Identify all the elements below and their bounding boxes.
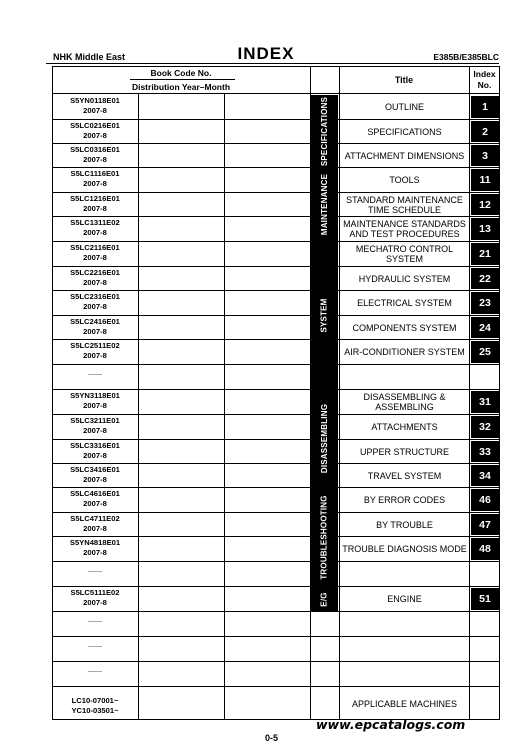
column-divider [138, 94, 139, 720]
code-number: S5LC1216E01 [70, 194, 120, 203]
section-label-text: DISASSEMBLING [320, 403, 329, 474]
book-code [52, 268, 138, 287]
code-number: S5LC2416E01 [70, 317, 120, 326]
index-number: 51 [471, 588, 499, 610]
entry-title: STANDARD MAINTENANCE TIME SCHEDULE [346, 194, 463, 215]
index-number: 33 [471, 441, 499, 462]
section-label [311, 390, 338, 487]
code-date: 2007-8 [83, 178, 107, 188]
index-number: 46 [471, 489, 499, 511]
code-number: S5LC1116E01 [70, 169, 120, 178]
section-label-text: TROUBLESHOOTING [320, 494, 329, 580]
index-number: 31 [471, 391, 499, 413]
section-label-text: E/G [319, 591, 329, 607]
book-code [52, 391, 138, 410]
entry-title: HYDRAULIC SYSTEM [358, 273, 451, 284]
code-date: 2007-8 [83, 154, 107, 164]
index-number: 1 [471, 96, 499, 118]
row-divider [52, 661, 500, 662]
index-number: 47 [471, 514, 499, 535]
code-date: 2007-8 [83, 523, 107, 533]
code-number: S5LC3316E01 [70, 441, 120, 450]
index-number: 12 [471, 194, 499, 215]
code-date: 2007-8 [83, 326, 107, 336]
entry-title: SPECIFICATIONS [367, 126, 442, 137]
entry-title: TOOLS [389, 175, 420, 185]
index-number: 3 [471, 145, 499, 166]
row-divider [52, 561, 500, 562]
entry-title: ATTACHMENTS [371, 422, 438, 432]
book-code [52, 416, 138, 435]
book-code [52, 696, 138, 715]
book-code [52, 121, 138, 140]
book-code [52, 292, 138, 311]
page-title: INDEX [237, 44, 295, 63]
distribution-header: Distribution Year–Month [131, 82, 231, 92]
index-number: 2 [471, 121, 499, 142]
index-header-line1: Index [473, 69, 496, 79]
book-code [52, 514, 138, 533]
empty-row-dash: —— [88, 370, 102, 378]
page-header [0, 0, 532, 66]
code-number: S5LC3211E01 [70, 416, 120, 425]
section-label [311, 587, 338, 611]
entry-title: TROUBLE DIAGNOSIS MODE [342, 544, 467, 554]
entry-title: OUTLINE [384, 102, 424, 112]
index-number: 48 [471, 538, 499, 560]
code-number: S5YN3118E01 [70, 391, 120, 400]
code-number: S5LC2316E01 [70, 292, 120, 301]
row-divider [52, 364, 500, 365]
book-code [52, 588, 138, 607]
entry-title: COMPONENTS SYSTEM [352, 322, 457, 333]
index-number: 11 [471, 169, 499, 191]
code-number: S5LC2116E01 [70, 243, 120, 252]
entry-title: MAINTENANCE STANDARDS AND TEST PROCEDURES [343, 219, 466, 239]
book-code [52, 145, 138, 164]
index-number: 25 [471, 341, 499, 363]
section-label-text: SPECIFICATIONS [320, 96, 330, 166]
code-date: 2007-8 [83, 130, 107, 140]
section-label-text: SYSTEM [320, 298, 330, 333]
code-date: 2007-8 [83, 203, 107, 213]
company-name: NHK Middle East [53, 52, 126, 62]
code-date: 2007-8 [83, 597, 107, 607]
index-number: 34 [471, 465, 499, 486]
page-number: 0-5 [265, 733, 279, 743]
book-code [52, 317, 138, 336]
index-header-line2: No. [477, 80, 492, 90]
book-code [52, 538, 138, 557]
book-code [52, 218, 138, 237]
index-number: 22 [471, 268, 499, 289]
header-divider [52, 93, 500, 94]
code-number: LC10-07001~ [71, 696, 119, 705]
section-label [311, 488, 338, 586]
empty-row-dash: —— [88, 617, 102, 625]
model-number: E385B/E385BLC [433, 52, 499, 62]
section-label [311, 168, 338, 241]
book-code [52, 341, 138, 360]
code-number: S5LC4616E01 [70, 489, 120, 498]
empty-row-dash: —— [88, 642, 102, 650]
entry-title: UPPER STRUCTURE [359, 446, 449, 457]
entry-title: MECHATRO CONTROL SYSTEM [355, 244, 454, 264]
column-divider [224, 94, 225, 720]
book-code [52, 96, 138, 115]
book-code [52, 465, 138, 484]
code-number: S5YN4818E01 [69, 538, 121, 547]
code-number: S5LC0216E01 [70, 121, 120, 130]
code-date: 2007-8 [83, 498, 107, 508]
row-divider [52, 636, 500, 637]
section-label [311, 95, 338, 167]
entry-title: TRAVEL SYSTEM [367, 470, 442, 481]
code-date: YC10-03501~ [71, 705, 119, 715]
code-date: 2007-8 [83, 227, 107, 237]
empty-row-dash: —— [88, 567, 102, 575]
index-number: 23 [471, 292, 499, 314]
watermark: www.epcatalogs.com [316, 717, 466, 732]
code-date: 2007-8 [83, 450, 107, 460]
book-code [52, 489, 138, 508]
code-date: 2007-8 [83, 105, 107, 115]
code-number: S5LC5111E02 [70, 588, 120, 597]
index-table [52, 66, 500, 720]
index-number: 32 [471, 416, 499, 438]
code-number: S5LC0316E01 [70, 145, 120, 154]
book-code [52, 441, 138, 460]
code-date: 2007-8 [83, 425, 107, 435]
index-number: 21 [471, 243, 499, 265]
code-date: 2007-8 [83, 277, 107, 287]
code-date: 2007-8 [83, 400, 107, 410]
entry-title: ELECTRICAL SYSTEM [357, 298, 452, 308]
code-date: 2007-8 [83, 301, 107, 311]
index-number: 24 [471, 317, 499, 338]
entry-title: AIR-CONDITIONER SYSTEM [344, 347, 465, 357]
column-divider [469, 66, 470, 720]
index-number: 13 [471, 218, 499, 240]
book-code [52, 169, 138, 188]
section-label-text: MAINTENANCE [320, 173, 329, 236]
book-code-header: Book Code No. [150, 68, 212, 78]
header-rule [46, 63, 499, 64]
code-date: 2007-8 [83, 350, 107, 360]
code-number: S5LC2216E01 [70, 268, 120, 277]
code-number: S5LC2511E02 [70, 341, 120, 350]
title-header: Title [394, 75, 414, 85]
code-number: S5LC3416E01 [70, 465, 120, 474]
empty-row-dash: —— [88, 667, 102, 675]
section-label [311, 242, 338, 389]
entry-title: ATTACHMENT DIMENSIONS [344, 150, 465, 161]
code-date: 2007-8 [83, 474, 107, 484]
book-code [52, 194, 138, 213]
code-number: S5LC1311E02 [70, 218, 120, 227]
entry-title: BY ERROR CODES [363, 495, 446, 505]
entry-title: ENGINE [387, 594, 422, 604]
entry-title: DISASSEMBLING & ASSEMBLING [363, 392, 446, 412]
code-number: S5YN0118E01 [70, 96, 120, 105]
book-code [52, 243, 138, 262]
code-number: S5LC4711E02 [70, 514, 120, 523]
entry-title: BY TROUBLE [376, 519, 433, 530]
code-date: 2007-8 [83, 252, 107, 262]
code-date: 2007-8 [83, 547, 107, 557]
entry-title: APPLICABLE MACHINES [351, 698, 458, 709]
row-divider [52, 611, 500, 612]
